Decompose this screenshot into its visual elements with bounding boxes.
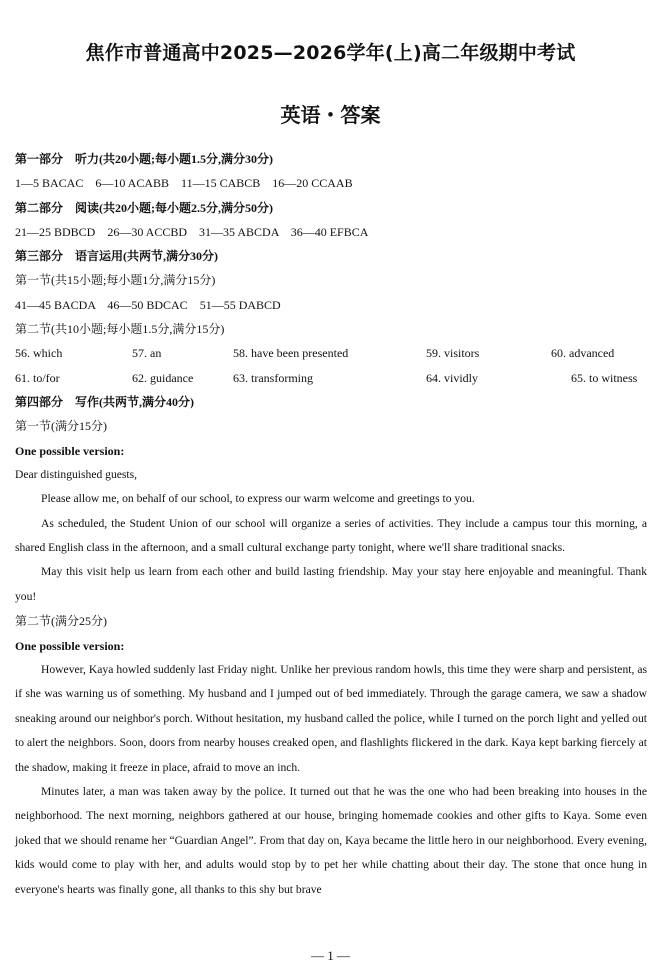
part1-answers: 1—5 BACAC 6—10 ACABB 11—15 CABCB 16—20 CCAAB xyxy=(15,176,353,191)
fill-answers-row-2 xyxy=(15,366,647,390)
answer-key-content xyxy=(15,147,647,902)
part3-section2-heading: 第二节(共10小题;每小题1.5分,满分15分) xyxy=(15,322,225,337)
letter-paragraph-3: May this visit help us learn from each other and build lasting friendship. May your stay here enjoyable and meaningful. Thank you! xyxy=(15,565,647,603)
letter-greeting: Dear distinguished guests, xyxy=(15,467,138,481)
page-title: 焦作市普通高中2025—2026学年(上)高二年级期中考试 xyxy=(85,42,576,64)
fill-answer: 58. have been presented xyxy=(233,346,349,361)
fill-answer: 63. transforming xyxy=(233,370,313,385)
section1-version-label: One possible version: xyxy=(15,443,125,458)
part3-section1-answers: 41—45 BACDA 46—50 BDCAC 51—55 DABCD xyxy=(15,297,281,312)
fill-answer: 64. vividly xyxy=(426,370,479,385)
section2-version-label: One possible version: xyxy=(15,638,125,653)
fill-answer: 60. advanced xyxy=(551,346,615,361)
part4-heading: 第四部分 写作(共两节,满分40分) xyxy=(15,394,194,409)
story-paragraph-2: Minutes later, a man was taken away by the police. It turned out that he was the one who had been breaking into houses in the neighborhood. The next morning, neighbors gathered at our house, bringing homemade cookies and other gifts to Kaya. Some even joked that we should rename her “Guardian Angel”. From that day on, Kaya became the little hero in our neighborhood. Every evening, kids would come to play with her, and adults would stop by to pet her while chatting about their day. The stone that once hung in everyone's hearts was finally gone, all thanks to this shy but brave xyxy=(15,784,647,896)
part2-answers: 21—25 BDBCD 26—30 ACCBD 31—35 ABCDA 36—40 EFBCA xyxy=(15,224,369,239)
part2-heading: 第二部分 阅读(共20小题;每小题2.5分,满分50分) xyxy=(15,200,273,215)
part3-heading: 第三部分 语言运用(共两节,满分30分) xyxy=(15,249,218,264)
fill-answer: 56. which xyxy=(15,346,63,361)
fill-answer: 59. visitors xyxy=(426,346,480,361)
part3-section1-heading: 第一节(共15小题;每小题1分,满分15分) xyxy=(15,273,216,288)
part1-heading: 第一部分 听力(共20小题;每小题1.5分,满分30分) xyxy=(15,152,273,166)
fill-answer: 61. to/for xyxy=(15,370,60,385)
letter-paragraph-1: Please allow me, on behalf of our school, to express our warm welcome and greetings to you. xyxy=(41,492,475,506)
fill-answer: 57. an xyxy=(132,346,162,361)
letter-paragraph-2: As scheduled, the Student Union of our school will organize a series of activities. They include a campus tour this morning, a shared English class in the afternoon, and a small cultural exchange party tonight, where we'll share traditional snacks. xyxy=(15,516,647,555)
story-paragraph-1: However, Kaya howled suddenly last Friday night. Unlike her previous random howls, this time they were sharp and persistent, as if she was warning us of something. My husband and I jumped out of bed immediately. Through the garage camera, we saw a shadow sneaking around our neighbor's porch. Without hesitation, my husband called the police, while I turned on the porch light and yelled out to alert the neighbors. Soon, doors from nearby houses creaked open, and flashlights flickered in the dark. Kaya kept barking fiercely at the shadow, making it freeze in place, afraid to move an inch. xyxy=(15,662,647,774)
fill-answer: 65. to witness xyxy=(571,370,638,385)
fill-answers-row-1 xyxy=(15,341,647,365)
part4-section1-heading: 第一节(满分15分) xyxy=(15,419,107,434)
page-subtitle: 英语・答案 xyxy=(280,103,381,127)
page-number: — 1 — xyxy=(311,948,350,963)
fill-answer: 62. guidance xyxy=(132,370,194,385)
part4-section2-heading: 第二节(满分25分) xyxy=(15,614,107,629)
